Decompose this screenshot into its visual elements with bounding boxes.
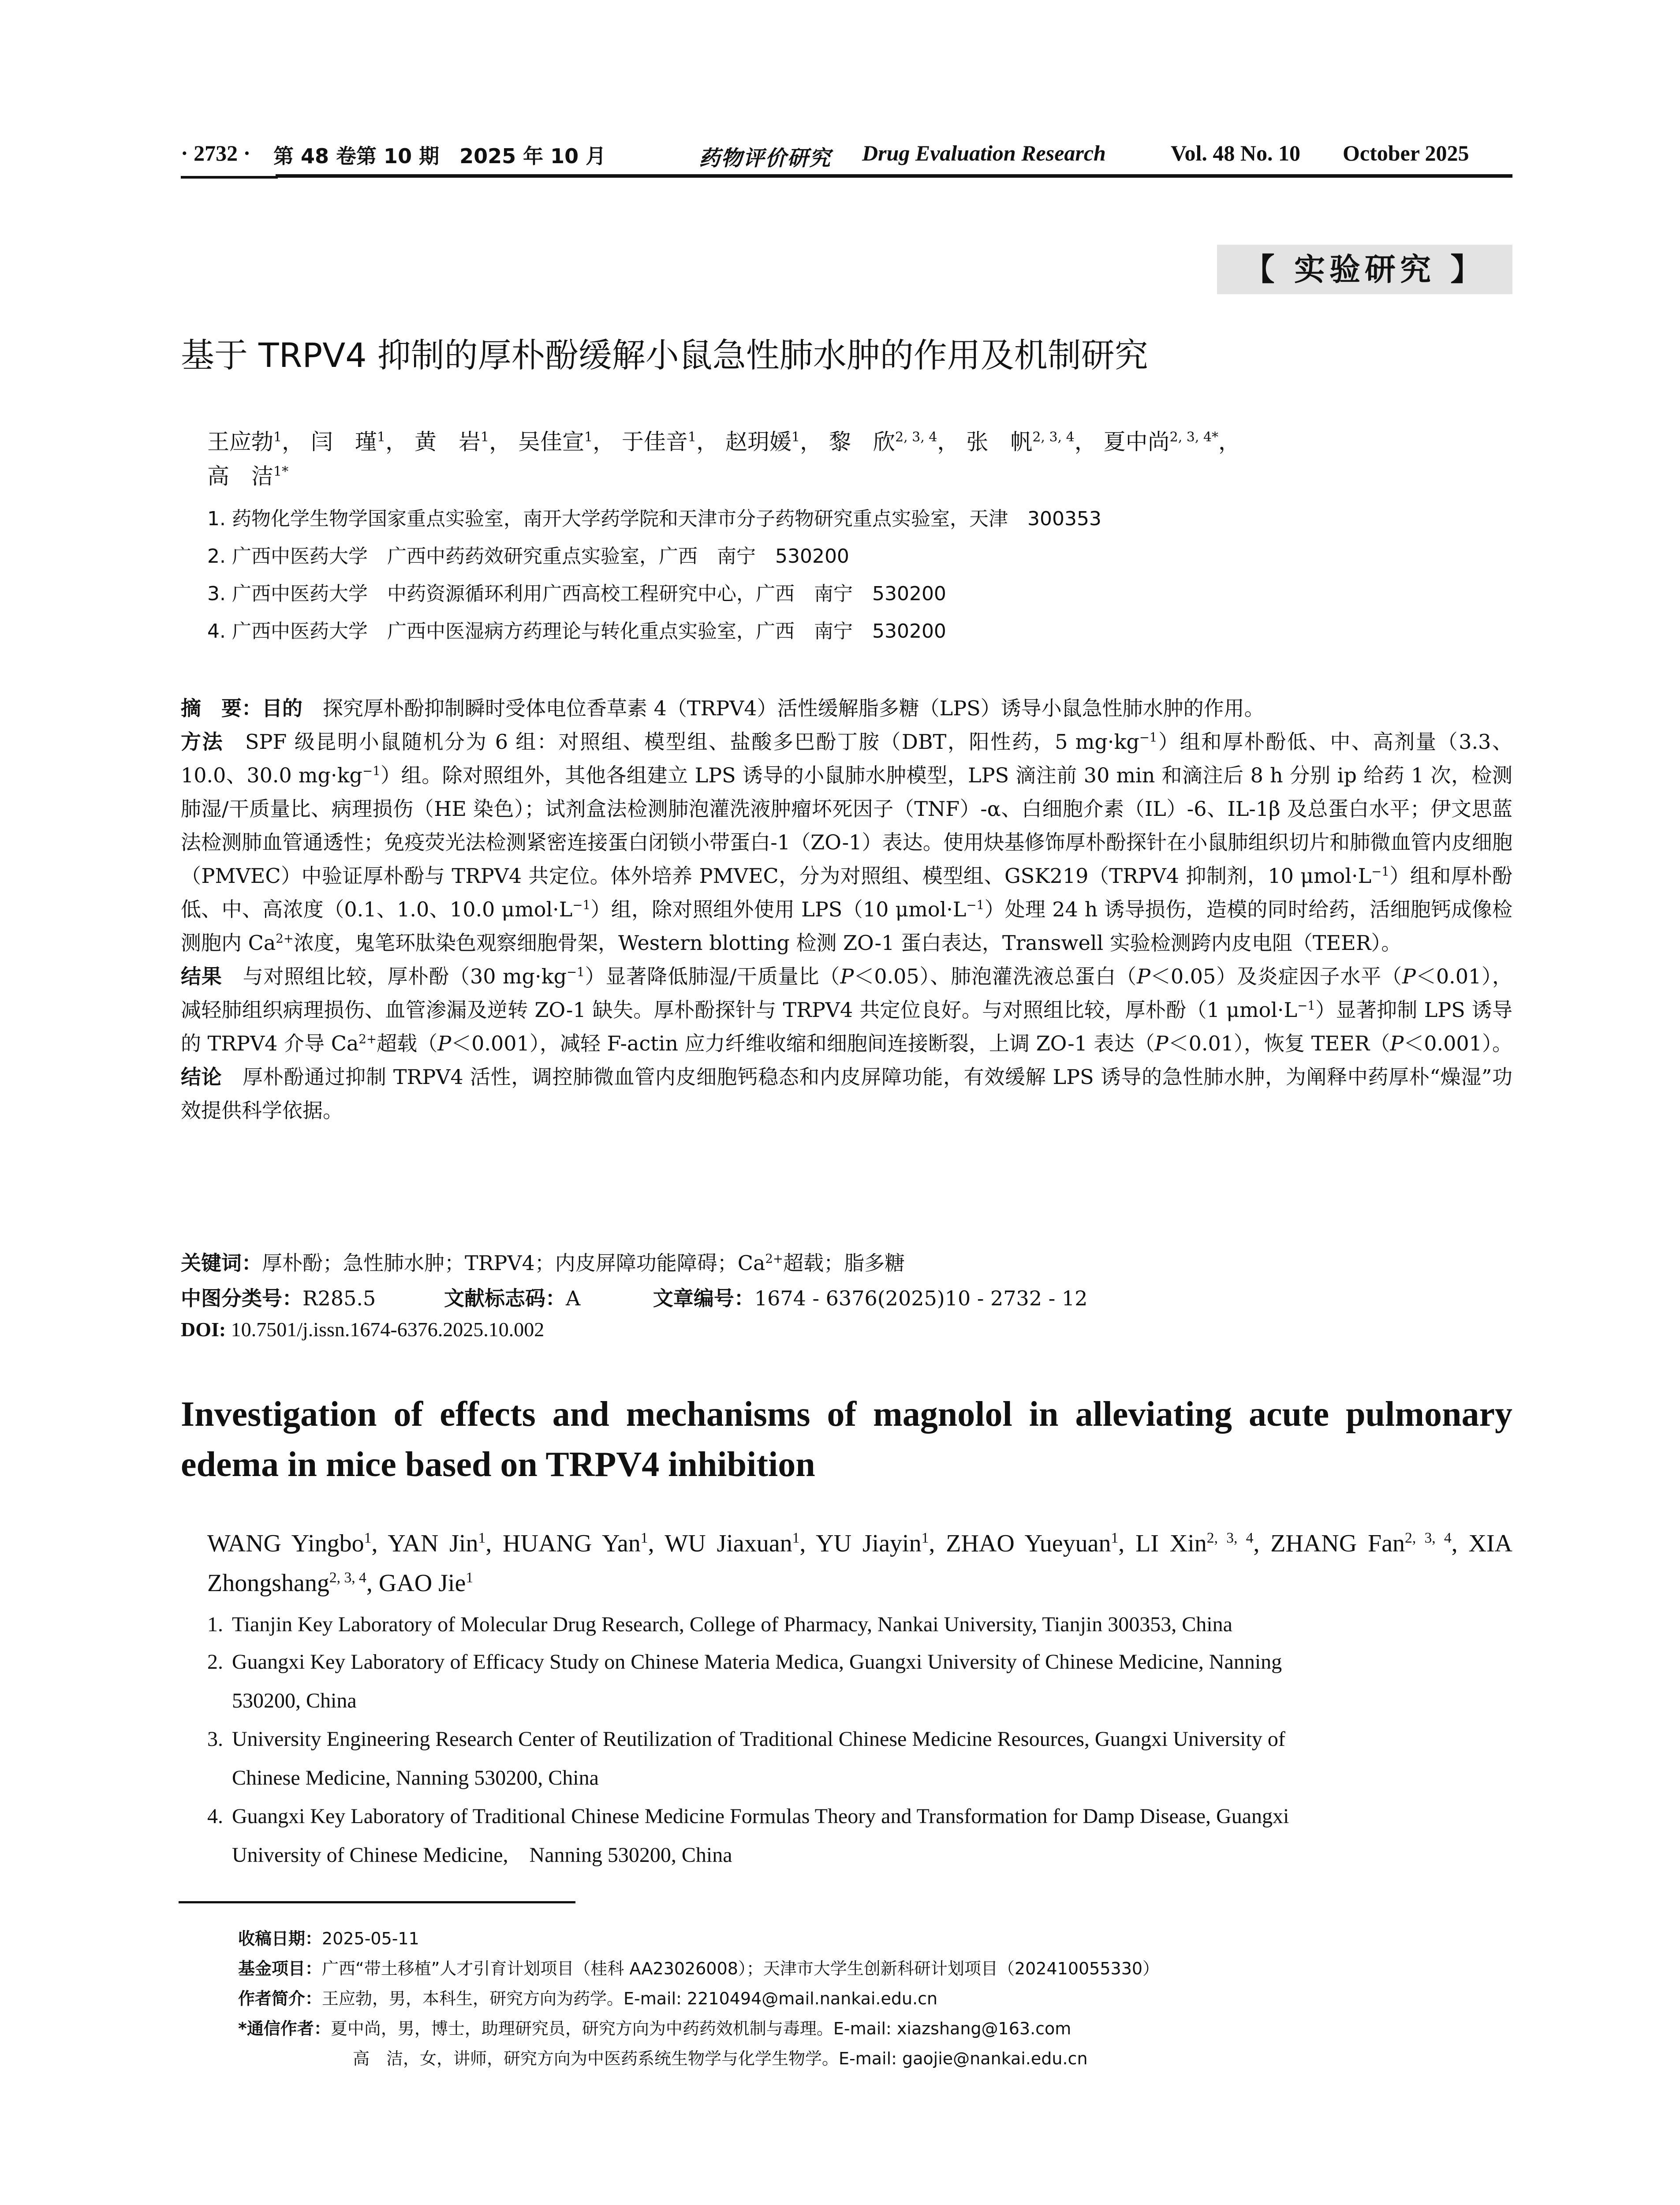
cn-affiliation: 4. 广西中医药大学 广西中医湿病方药理论与转化重点实验室，广西 南宁 530200 bbox=[207, 620, 946, 643]
author-name: WANG Yingbo bbox=[207, 1530, 364, 1557]
author bbox=[622, 429, 696, 455]
p-symbol: P bbox=[437, 1031, 452, 1055]
journal-name-en: Drug Evaluation Research bbox=[862, 141, 1106, 165]
author-name: 吴佳宣 bbox=[518, 429, 584, 455]
article-number-label: 文章编号： bbox=[653, 1286, 754, 1310]
author-sup: 1 bbox=[640, 1529, 648, 1546]
objective-label: 目的 bbox=[262, 696, 302, 720]
abstract-label: 摘 要： bbox=[181, 696, 262, 720]
author bbox=[1135, 1530, 1253, 1557]
author-sup: 1 bbox=[478, 1529, 486, 1546]
author-name: 黄 岩 bbox=[414, 429, 481, 455]
en-affiliation bbox=[207, 1643, 1512, 1720]
date-en: October 2025 bbox=[1343, 141, 1469, 165]
author bbox=[665, 1530, 799, 1557]
affiliation-number: 4. bbox=[207, 1805, 223, 1828]
author bbox=[503, 1530, 648, 1557]
author-sup: 1 bbox=[1111, 1529, 1119, 1546]
author bbox=[946, 1530, 1118, 1557]
cn-title: 基于 TRPV4 抑制的厚朴酚缓解小鼠急性肺水肿的作用及机制研究 bbox=[181, 336, 1148, 375]
author-sup: 1 bbox=[273, 430, 282, 445]
author-sup: 1 bbox=[921, 1529, 929, 1546]
affiliation-number: 2. bbox=[207, 1650, 223, 1674]
cn-issue-info: 第 48 卷第 10 期 2025 年 10 月 bbox=[273, 144, 606, 168]
conclusion-text: 厚朴酚通过抑制 TRPV4 活性，调控肺微血管内皮细胞钙稳态和内皮屏障功能，有效缓解 LPS 诱导的急性肺水肿，为阐释中药厚朴“燥湿”功效提供科学依据。 bbox=[181, 1065, 1513, 1122]
footnote-label: 基金项目： bbox=[238, 1959, 322, 1978]
page-number: · 2732 · bbox=[181, 141, 251, 165]
cn-authors-line-1: 王应勃$^1$， 闫 瑾$^1$， 黄 岩$^1$， 吴佳宣$^1$， 于佳音$^1$， 赵玥媛$^1$， 黎 欣$^{2, 3, 4}$， 张 帆$^{2, 3, 4}$， 夏中尚$^{2, 3, 4*}$， bbox=[207, 429, 1241, 455]
en-affiliation bbox=[207, 1720, 1512, 1798]
keywords-text: 厚朴酚；急性肺水肿；TRPV4；内皮屏障功能障碍；Ca bbox=[262, 1251, 765, 1275]
footnote-author-bio bbox=[238, 1988, 937, 2009]
author-name: GAO Jie bbox=[378, 1570, 466, 1597]
methods-text: 浓度，鬼笔环肽染色观察细胞骨架，Western blotting 检测 ZO-1 蛋白表达，Transwell 实验检测跨内皮电阻（TEER）。 bbox=[293, 931, 1402, 955]
author-sup: 2, 3, 4 bbox=[1405, 1529, 1452, 1546]
cn-affiliation: 1. 药物化学生物学国家重点实验室，南开大学药学院和天津市分子药物研究重点实验室，天津 300353 bbox=[207, 508, 1101, 530]
results-text: ＜0.001），减轻 F-actin 应力纤维收缩和细胞间连接断裂，上调 ZO-1 表达（ bbox=[451, 1031, 1155, 1055]
methods-text: ）组。除对照组外，其他各组建立 LPS 诱导的小鼠肺水肿模型，LPS 滴注前 30 min 和滴注后 8 h 分别 ip 给药 1 次，检测肺湿/干质量比、病理损伤（HE 染色）；试剂盒法检测肺泡灌洗液肿瘤坏死因子（TNF）-α、白细胞介素（IL）-6、IL-1β 及总蛋白水平；伊文思蓝法检测肺血管通透性；免疫荧光法检测紧密连接蛋白闭锁小带蛋白-1（ZO-1）表达。使用炔基修饰厚朴酚探针在小鼠肺组织切片和肺微血管内皮细胞（PMVEC）中验证厚朴酚与 TRPV4 共定位。体外培养 PMVEC，分为对照组、模型组、GSK219（TRPV4 抑制剂，10 μmol·L bbox=[181, 763, 1512, 888]
results-text: ＜0.05）、肺泡灌洗液总蛋白（ bbox=[854, 964, 1137, 988]
author bbox=[207, 463, 288, 489]
author-sup: 2, 3, 4 bbox=[1032, 430, 1075, 445]
methods-text: ）组和厚朴酚低、中、高浓度（0.1、1.0、10.0 μmol·L bbox=[181, 864, 1512, 921]
clc-label: 中图分类号： bbox=[181, 1286, 302, 1310]
author-name: LI Xin bbox=[1135, 1530, 1207, 1557]
author-name: YAN Jin bbox=[388, 1530, 478, 1557]
results-text: ＜0.001）。 bbox=[1404, 1031, 1512, 1055]
author-sup: 2, 3, 4 bbox=[329, 1569, 366, 1586]
doi-line bbox=[181, 1318, 544, 1341]
author bbox=[518, 429, 593, 455]
superscript: −1 bbox=[1297, 998, 1315, 1013]
author bbox=[816, 1530, 929, 1557]
author-sup: 1 bbox=[792, 1529, 800, 1546]
affiliation-text: Guangxi Key Laboratory of Traditional Chinese Medicine Formulas Theory and Transformation for Damp Disease, Guangxi bbox=[232, 1805, 1289, 1828]
cn-authors-line-2 bbox=[207, 459, 288, 490]
methods-text: ）组和厚朴酚低、中、高剂量（3.3、10.0、30.0 mg·kg bbox=[181, 730, 1513, 787]
running-header bbox=[181, 140, 1512, 171]
footnote-rule bbox=[179, 1901, 575, 1903]
footnote-text: 夏中尚，男，博士，助理研究员，研究方向为中药药效机制与毒理。E-mail: xiazshang@163.com bbox=[330, 2019, 1071, 2038]
p-symbol: P bbox=[1154, 1031, 1169, 1055]
author bbox=[379, 1570, 473, 1597]
author-name: 张 帆 bbox=[966, 429, 1033, 455]
author-sup: 1 bbox=[584, 430, 593, 445]
author-name: 夏中尚 bbox=[1103, 429, 1170, 455]
p-symbol: P bbox=[1402, 964, 1416, 988]
author bbox=[414, 429, 489, 455]
en-authors: WANG Yingbo$^1$, YAN Jin$^1$, HUANG Yan$^1$, WU Jiaxuan$^1$, YU Jiayin$^1$, ZHAO Yueyuan$^1$, LI Xin$^{2, 3, 4}$, ZHANG Fan$^{2, 3, 4}$, XIA Zhongshang$^{2, 3, 4}$, GAO Jie$^1$ bbox=[207, 1529, 1512, 1597]
conclusion-label: 结论 bbox=[181, 1065, 222, 1089]
footnote-text: 广西“带土移植”人才引育计划项目（桂科 AA23026008）；天津市大学生创新科研计划项目（202410055330） bbox=[322, 1959, 1160, 1978]
author-name: ZHANG Fan bbox=[1270, 1530, 1405, 1557]
superscript: 2+ bbox=[358, 1031, 377, 1046]
superscript: −1 bbox=[572, 897, 591, 912]
author-sup: 1 bbox=[688, 430, 697, 445]
author-name: 黎 欣 bbox=[829, 429, 895, 455]
affiliation-text: 530200, China bbox=[232, 1689, 357, 1712]
objective-text: 探究厚朴酚抑制瞬时受体电位香草素 4（TRPV4）活性缓解脂多糖（LPS）诱导小鼠急性肺水肿的作用。 bbox=[323, 696, 1265, 720]
cn-affiliation: 2. 广西中医药大学 广西中药药效研究重点实验室，广西 南宁 530200 bbox=[207, 545, 849, 568]
keywords-label: 关键词： bbox=[181, 1251, 262, 1275]
keywords bbox=[181, 1247, 905, 1276]
author-name: 赵玥媛 bbox=[725, 429, 791, 455]
author bbox=[1270, 1530, 1451, 1557]
author-sup: 1 bbox=[481, 430, 489, 445]
author bbox=[311, 429, 385, 455]
results-text: ＜0.01），减轻肺组织病理损伤、血管渗漏及逆转 ZO-1 缺失。厚朴酚探针与 TRPV4 共定位良好。与对照组比较，厚朴酚（1 μmol·L bbox=[181, 964, 1513, 1022]
footnote-text: 王应勃，男，本科生，研究方向为药学。E-mail: 2210494@mail.nankai.edu.cn bbox=[322, 1989, 938, 2008]
footnote-corresponding-2: 高 洁，女，讲师，研究方向为中医药系统生物学与化学生物学。E-mail: gaojie@nankai.edu.cn bbox=[353, 2049, 1088, 2068]
author bbox=[207, 1530, 371, 1557]
footnote-label: *通信作者： bbox=[238, 2019, 331, 2038]
author-sup: 1 bbox=[466, 1569, 474, 1586]
author bbox=[725, 429, 800, 455]
footnote-corresponding bbox=[238, 2018, 1071, 2039]
abstract bbox=[181, 691, 1512, 1243]
author-name: 于佳音 bbox=[622, 429, 688, 455]
author-sup: 1 bbox=[364, 1529, 372, 1546]
author bbox=[966, 429, 1074, 455]
footnote-fund bbox=[238, 1958, 1159, 1979]
article-category-badge: 【 实验研究 】 bbox=[1217, 245, 1512, 294]
affiliation-number: 1. bbox=[207, 1613, 223, 1636]
author-sup: 2, 3, 4 bbox=[895, 430, 937, 445]
author-name: XIA Zhongshang bbox=[207, 1530, 1512, 1597]
results-text: ＜0.01），恢复 TEER（ bbox=[1168, 1031, 1390, 1055]
author bbox=[207, 429, 282, 455]
cn-affiliation: 3. 广西中医药大学 中药资源循环利用广西高校工程研究中心，广西 南宁 530200 bbox=[207, 583, 946, 605]
en-affiliation bbox=[207, 1605, 1512, 1644]
p-symbol: P bbox=[840, 964, 854, 988]
results-label: 结果 bbox=[181, 964, 222, 988]
superscript: −1 bbox=[1371, 864, 1389, 879]
author-name: 高 洁 bbox=[207, 463, 273, 489]
superscript: −1 bbox=[966, 897, 985, 912]
author-name: WU Jiaxuan bbox=[665, 1530, 792, 1557]
author-sup: 1* bbox=[273, 464, 289, 479]
affiliation-text: Chinese Medicine, Nanning 530200, China bbox=[232, 1766, 599, 1790]
author-sup: 2, 3, 4 bbox=[1206, 1529, 1254, 1546]
affiliation-text: University Engineering Research Center of Reutilization of Traditional Chinese Medicine Resources, Guangxi University of bbox=[232, 1727, 1285, 1751]
classification-line bbox=[181, 1282, 1087, 1312]
superscript: −1 bbox=[362, 763, 381, 778]
results-text: ）显著抑制 LPS 诱导的 TRPV4 介导 Ca bbox=[181, 998, 1512, 1055]
author-name: 闫 瑾 bbox=[311, 429, 377, 455]
volume-en: Vol. 48 No. 10 bbox=[1171, 141, 1301, 165]
footnote-received bbox=[238, 1928, 419, 1949]
superscript: −1 bbox=[1139, 730, 1157, 745]
methods-text: ）处理 24 h 诱导损伤，造模的同时给药，活细胞钙成像检测胞内 Ca bbox=[181, 897, 1512, 955]
footnote-label: 作者简介： bbox=[238, 1989, 322, 2008]
author-name: ZHAO Yueyuan bbox=[946, 1530, 1111, 1557]
footnote-text: 2025-05-11 bbox=[322, 1929, 419, 1948]
footnote-label: 收稿日期： bbox=[238, 1929, 322, 1948]
author bbox=[1104, 429, 1218, 455]
author-sup: 2, 3, 4* bbox=[1169, 430, 1219, 445]
affiliation-number: 3. bbox=[207, 1727, 223, 1751]
en-title: Investigation of effects and mechanisms of magnolol in alleviating acute pulmonary edema in mice based on TRPV4 inhibition bbox=[181, 1395, 1512, 1484]
article-number: 1674 - 6376(2025)10 - 2732 - 12 bbox=[754, 1286, 1088, 1310]
header-rule bbox=[276, 174, 1512, 178]
affiliation-text: Tianjin Key Laboratory of Molecular Drug Research, College of Pharmacy, Nankai University, Tianjin 300353, China bbox=[232, 1613, 1232, 1636]
author-name: YU Jiayin bbox=[816, 1530, 922, 1557]
results-text: ）显著降低肺湿/干质量比（ bbox=[584, 964, 840, 988]
results-text: 超载（ bbox=[377, 1031, 438, 1055]
header-rule-left bbox=[181, 176, 278, 179]
methods-text: ）组，除对照组外使用 LPS（10 μmol·L bbox=[590, 897, 967, 921]
affiliation-text: University of Chinese Medicine, Nanning 530200, China bbox=[232, 1843, 732, 1867]
p-symbol: P bbox=[1136, 964, 1150, 988]
author bbox=[829, 429, 937, 455]
doi-link[interactable]: 10.7501/j.issn.1674-6376.2025.10.002 bbox=[231, 1318, 545, 1341]
results-text: ＜0.05）及炎症因子水平（ bbox=[1150, 964, 1402, 988]
clc-number: R285.5 bbox=[302, 1286, 376, 1310]
document-code: A bbox=[565, 1286, 581, 1310]
en-affiliation bbox=[207, 1797, 1512, 1875]
p-symbol: P bbox=[1390, 1031, 1404, 1055]
superscript: −1 bbox=[567, 964, 585, 979]
affiliation-text: Guangxi Key Laboratory of Efficacy Study on Chinese Materia Medica, Guangxi University of Chinese Medicine, Nanning bbox=[232, 1650, 1282, 1674]
journal-logo: 药物评价研究 bbox=[699, 146, 832, 171]
author-sup: 1 bbox=[377, 430, 386, 445]
methods-label: 方法 bbox=[181, 730, 224, 754]
author-sup: 1 bbox=[791, 430, 800, 445]
superscript: 2+ bbox=[276, 931, 294, 946]
author-name: HUANG Yan bbox=[503, 1530, 641, 1557]
author bbox=[388, 1530, 485, 1557]
document-code-label: 文献标志码： bbox=[444, 1286, 566, 1310]
superscript: 2+ bbox=[765, 1251, 784, 1266]
keywords-text: 超载；脂多糖 bbox=[783, 1251, 905, 1275]
methods-text: SPF 级昆明小鼠随机分为 6 组：对照组、模型组、盐酸多巴酚丁胺（DBT，阳性药，5 mg·kg bbox=[245, 730, 1139, 754]
results-text: 与对照组比较，厚朴酚（30 mg·kg bbox=[243, 964, 567, 988]
author-name: 王应勃 bbox=[207, 429, 273, 455]
doi-label: DOI: bbox=[181, 1318, 226, 1341]
